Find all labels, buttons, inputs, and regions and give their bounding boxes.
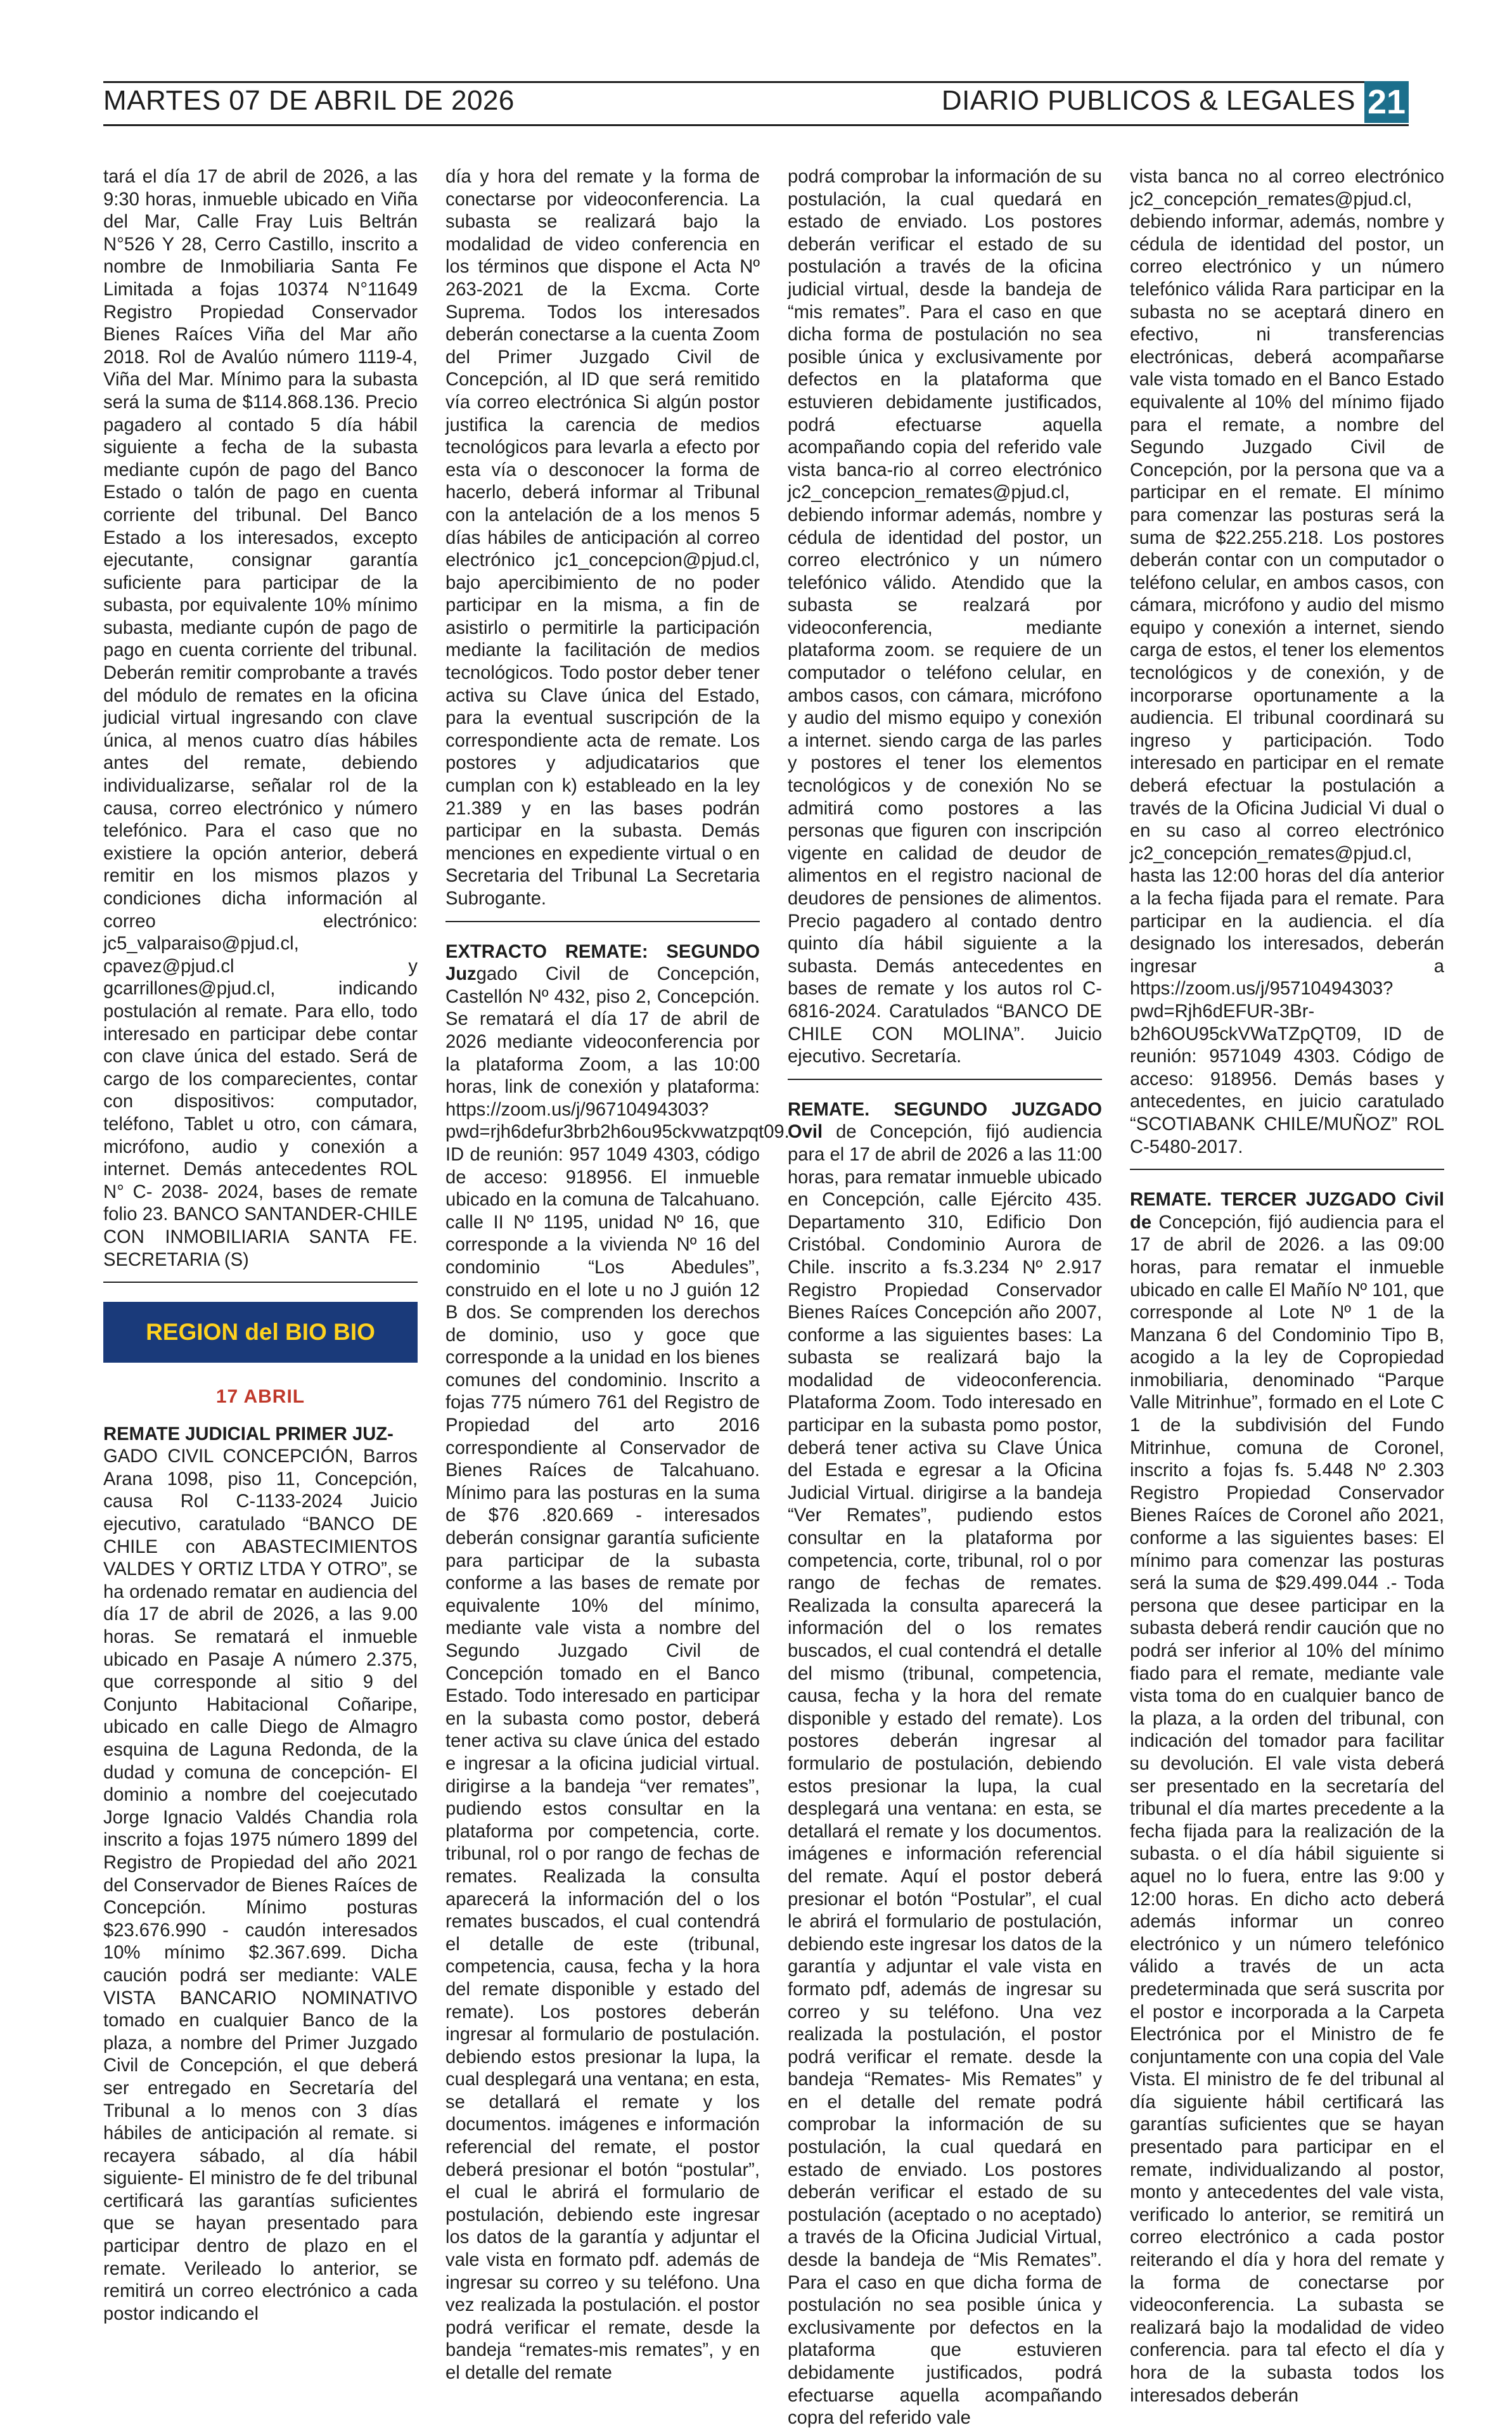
notice-body: de Concepción, fijó audiencia para el 17 de abril de 2026 a las 11:00 horas, para rematar inmueble ubicado en Concepción, calle Ejército 435. Departamento 310, Edificio Don Cristóbal. Condominio Aurora de Chile. inscrito a fs.3.234 Nº 2.917 Registro Propiedad Conservador Bienes Raíces Concepción año 2007, conforme a las siguientes bases: La subasta se realizará bajo la modalidad de videoconferencia. Plataforma Zoom. Todo interesado en participar en la subasta pomo postor, deberá tener activa su Clave Única del Estada e egresar a la Oficina Judicial Virtual. dirigirse a la bandeja “Ver Remates”, pudiendo estos consultar en la plataforma por competencia, corte, tribunal, rol o por rango de fechas de remates. Realizada la consulta aparecerá la información del o los remates buscados, el cual contendrá el detalle del mismo (tribunal, competencia, causa, fecha y la hora del remate disponible y estado del remate). Los postores deberán ingresar al formulario de postulación, debiendo estos presionar la lupa, la cual desplegará una ventana: en esta, se detallará el remate y los documentos. imágenes e información referencial del remate. Aquí el postor deberá presionar el botón “Postular”, el cual le abrirá el formulario de postulación, debiendo este ingresar los datos de la garantía y adjuntar el vale vista en formato pdf, además de ingresar su correo y su teléfono. Una vez realizada la postulación, el postor podrá verificar el remate. desde la bandeja “Remates- Mis Remates” y en el detalle del remate podrá comprobar la información de su postulación, la cual quedará en estado de enviado. Los postores deberán verificar el estado de su postulación (aceptado o no aceptado) a través de la Oficina Judicial Virtual, desde la bandeja de “Mis Remates”. Para el caso en que dicha forma de postulación no sea posible única y exclusivamente por defectos en la plataforma que estuvieren debidamente justificados, podrá efectuarse aquella acompañando copra del referido vale	[788, 1122, 1103, 2429]
notice-remate-tercer-juzgado	[1130, 1189, 1444, 2407]
notice-remate-primer-juzgado	[103, 1424, 418, 2326]
notice-heading: REMATE. SEGUNDO JUZGADO Ovil	[788, 1099, 1102, 1143]
column-1	[103, 166, 418, 2325]
notice-heading: EXTRACTO REMATE: SEGUNDO Juz	[445, 941, 760, 985]
region-banner: REGION del BIO BIO	[103, 1302, 418, 1363]
notice-body: gado Civil de Concepción, Castellón Nº 432, piso 2, Concepción. Se rematará el día 17 de abril de 2026 mediante videoconferencia por la plataforma Zoom, a las 10:00 horas, link de conexión y plataforma: https://zoom.us/j/96710494303?pwd=rjh6defur3brb2h6ou95ckvwatzpqt09. ID de reunión: 957 1049 4303, código de acceso: 918956. El inmueble ubicado en la comuna de Talcahuano. calle II Nº 1195, unidad Nº 16, que corresponde a la vivienda Nº 16 del condominio “Los Abedules”, construido en el lote u no J guión 12 B dos. Se comprenden los derechos de dominio, uso y goce que corresponde a la unidad en los bienes comunes del condominio. Inscrito a fojas 775 número 761 del Registro de Propiedad del arto 2016 correspondiente al Conservador de Bienes Raíces de Talcahuano. Mínimo para las posturas en la suma de $76 .820.669 - interesados deberán consignar garantía suficiente para participar de la subasta conforme a las bases de remate por equivalente 10% del mínimo, mediante vale vista a nombre del Segundo Juzgado Civil de Concepción tomado en el Banco Estado. Todo interesado en participar en la subasta como postor, deberá tener activa su clave única del estado e ingresar a la oficina judicial virtual. dirigirse a la bandeja “ver remates”, pudiendo estos consultar en la plataforma por competencia, corte. tribunal, rol o por rango de fechas de remates. Realizada la consulta aparecerá la información del o los remates buscados, el cual contendrá el detalle de este (tribunal, competencia, causa, fecha y la hora del remate disponible y estado del remate). Los postores deberán ingresar al formulario de postulación. debiendo estos presionar la lupa, la cual desplegará una ventana; en esta, se detallará el remate y los documentos. imágenes e información referencial del remate, el postor deberá presionar el botón “postular”, el cual le abrirá el formulario de postulación, debiendo este ingresar los datos de la garantía y adjuntar el vale vista en formato pdf. además de ingresar su correo y su teléfono. Una vez realizada la postulación. el postor podrá verificar el remate, desde la bandeja “remates-mis remates”, y en el detalle del remate	[445, 964, 790, 2383]
notice-remate-segundo-juzgado	[788, 1099, 1102, 2430]
notice-continuation: podrá comprobar la información de su postulación, la cual quedará en estado de enviado. Los postores deberán verificar el estado de su postulación a través de la oficina judicial virtual, desde la bandeja de “mis remates”. Para el caso en que dicha forma de postulación no sea posible única y exclusivamente por defectos en la plataforma que estuvieren debidamente justificados, podrá efectuarse aquella acompañando copia del referido vale vista banca-rio al correo electrónico jc2_concepcion_remates@pjud.cl, debiendo informar además, nombre y cédula de identidad del postor, un correo electrónico y un número telefónico válido. Atendido que la subasta se realzará por videoconferencia, mediante plataforma zoom. se requiere de un computador o teléfono celular, en ambos casos, con cámara, micrófono y audio del mismo equipo y conexión a internet. siendo carga de las parles y postores el tener los elementos tecnológicos y de conexión No se admitirá como postores a las personas que figuren con inscripción vigente en calidad de deudor de alimentos en el registro nacional de deudores de pensiones de alimentos. Precio pagadero al contado dentro quinto día hábil siguiente a la subasta. Demás antecedentes en bases de remate y los autos rol C-6816-2024. Caratulados “BANCO DE CHILE CON MOLINA”. Juicio ejecutivo. Secretaría.	[788, 167, 1102, 1067]
notice-separator	[788, 1079, 1102, 1080]
date-heading: 17 ABRIL	[215, 1386, 305, 1408]
issue-date: MARTES 07 DE ABRIL DE 2026	[103, 85, 515, 116]
column-3	[788, 166, 1102, 2430]
publication-title: DIARIO PUBLICOS & LEGALES	[941, 85, 1355, 116]
notice-continuation: tará el día 17 de abril de 2026, a las 9:30 horas, inmueble ubicado en Viña del Mar, Calle Fray Luis Beltrán N°526 Y 28, Cerro Castillo, inscrito a nombre de Inmobiliaria Santa Fe Limitada a fojas 10374 N°11649 Registro Propiedad Conservador Bienes Raíces Viña del Mar año 2018. Rol de Avalúo número 1119-4, Viña del Mar. Mínimo para la subasta será la suma de $114.868.136. Precio pagadero al contado 5 día hábil siguiente a fecha de la subasta mediante cupón de pago del Banco Estado o talón de pago en cuenta corriente del tribunal. Del Banco Estado a los interesados, excepto ejecutante, consignar garantía suficiente para participar de la subasta, por equivalente 10% mínimo subasta, mediante cupón de pago de pago en cuenta corriente del tribunal. Deberán remitir comprobante a través del módulo de remates en la oficina judicial virtual ingresando con clave única, al menos cuatro días hábiles antes del remate, debiendo individualizarse, señalar rol de la causa, correo electrónico y número telefónico. Para el caso que no existiere la opción anterior, deberá remitir en los mismos plazos y condiciones dicha información al correo electrónico: jc5_valparaiso@pjud.cl, cpavez@pjud.cl y gcarrillones@pjud.cl, indicando postulación al remate. Para ello, todo interesado en participar debe contar con clave única del estado. Será de cargo de los comparecientes, contar con dispositivos: computador, teléfono, Tablet u otro, con cámara, micrófono, audio y conexión a internet. Demás antecedentes ROL N° C- 2038- 2024, bases de remate folio 23. BANCO SANTANDER-CHILE CON INMOBILIARIA SANTA FE. SECRETARIA (S)	[103, 167, 418, 1270]
notice-heading: REMATE JUDICIAL PRIMER JUZ-	[103, 1424, 394, 1444]
column-2	[445, 166, 790, 2385]
notice-continuation: día y hora del remate y la forma de conectarse por videoconferencia. La subasta se realizará bajo la modalidad de video conferencia en los términos que dispone el Acta Nº 263-2021 de la Excma. Corte Suprema. Todos los interesados deberán conectarse a la cuenta Zoom del Primer Juzgado Civil de Concepción, al ID que será remitido vía correo electrónica Si algún postor justifica la carencia de medios tecnológicos para levarla a efecto por esta vía o desconocer la forma de hacerlo, deberá informar al Tribunal con la antelación de a los menos 5 días hábiles de anticipación al correo electrónico jc1_concepcion@pjud.cl, bajo apercibimiento de no poder participar en la misma, a fin de asistirlo o permitirle la participación mediante la facilitación de medios tecnológicos. Todo postor deber tener activa su Clave única del Estado, para la eventual suscripción de la correspondiente acta de remate. Los postores y adjudicatarios que cumplan con k) estableado en la ley 21.389 y en las bases podrán participar en la subasta. Demás menciones en expediente virtual o en Secretaria del Tribunal La Secretaria Subrogante.	[445, 167, 760, 909]
page-header	[103, 81, 1409, 123]
notice-body: GADO CIVIL CONCEPCIÓN, Barros Arana 1098, piso 11, Concepción, causa Rol C-1133-2024 Juicio ejecutivo, caratulado “BANCO DE CHILE con ABASTECIMIENTOS VALDES Y ORTIZ LTDA Y OTRO”, se ha ordenado rematar en audiencia del día 17 de abril de 2026, a las 9.00 horas. Se rematará el inmueble ubicado en Pasaje A número 2.375, que corresponde al sitio 9 del Conjunto Habitacional Coñaripe, ubicado en calle Diego de Almagro esquina de Laguna Redonda, de la dudad y comuna de concepción- El dominio a nombre del coejecutado Jorge Ignacio Valdés Chandia rola inscrito a fojas 1975 número 1899 del Registro de Propiedad del año 2021 del Conservador de Bienes Raíces de Concepción. Mínimo posturas $23.676.990 - caudón interesados 10% mínimo $2.367.699. Dicha caución podrá ser mediante: VALE VISTA BANCARIO NOMINATIVO tomado en cualquier Banco de la plaza, a nombre del Primer Juzgado Civil de Concepción, el que deberá ser entregado en Secretaría del Tribunal a lo menos con 3 días hábiles de anticipación al remate. si recayera sábado, al día hábil siguiente- El ministro de fe del tribunal certificará las garantías suficientes que se hayan presentado para participar dentro de plazo en el remate. Verileado lo anterior, se remitirá un correo electrónico a cada postor indicando el	[103, 1446, 418, 2324]
header-bottom-rule	[103, 124, 1409, 126]
notice-separator	[445, 921, 760, 922]
notice-continuation: vista banca no al correo electrónico jc2_concepción_remates@pjud.cl, debiendo informar, además, nombre y cédula de identidad del postor, un correo electrónico y un número telefónico válida Rara participar en la subasta no se aceptará dinero en efectivo, ni transferencias electrónicas, deberá acompañarse vale vista tomado en el Banco Estado equivalente al 10% del mínimo fijado para el remate, a nombre del Segundo Juzgado Civil de Concepción, por la persona que va a participar en el remate. El mínimo para comenzar las posturas será la suma de $22.255.218. Los postores deberán contar con un computador o teléfono celular, en ambos casos, con cámara, micrófono y audio del mismo equipo y conexión a internet, siendo carga de estos, el tener los elementos tecnológicos y de conexión, y de incorporarse oportunamente a la audiencia. El tribunal coordinará su ingreso y participación. Todo interesado en participar en el remate deberá efectuar la postulación a través de la Oficina Judicial Vi dual o en su caso al correo electrónico jc2_concepción_remates@pjud.cl, hasta las 12:00 horas del día anterior a la fecha fijada para el remate. Para participar en la audiencia. el día designado los interesados, deberán ingresar a https://zoom.us/j/95710494303?pwd=Rjh6dEFUR-3Br-b2h6OU95ckVWaTZpQT09, ID de reunión: 9571049 4303. Código de acceso: 918956. Demás bases y antecedentes, en juicio caratulado “SCOTIABANK CHILE/MUÑOZ” ROL C-5480-2017.	[1130, 167, 1444, 1157]
column-4	[1130, 166, 1444, 2407]
page-number-badge: 21	[1364, 81, 1409, 123]
notice-separator	[1130, 1169, 1444, 1170]
notice-body: Concepción, fijó audiencia para el 17 de abril de 2026. a las 09:00 horas, para rematar el inmueble ubicado en calle El Mañío Nº 101, que corresponde al Lote Nº 1 de la Manzana 6 del Condominio Tipo B, acogido a la ley de Copropiedad inmobiliaria, denominado “Parque Valle Mitrinhue”, formado en el Lote C 1 de la subdivisión del Fundo Mitrinhue, comuna de Coronel, inscrito a fojas fs. 5.448 Nº 2.303 Registro Propiedad Conservador Bienes Raíces de Coronel año 2021, conforme a las siguientes bases: El mínimo para comenzar las posturas será la suma de $29.499.044 .- Toda persona que desee participar en la subasta deberá rendir caución que no podrá ser inferior al 10% del mínimo fiado para el remate, mediante vale vista toma do en cualquier banco de la plaza, a la orden del tribunal, con indicación del tomador para facilitar su devolución. El vale vista deberá ser presentado en la secretaría del tribunal el día martes precedente a la fecha fijada para la realización de la subasta. o el día hábil siguiente si aquel no lo fuera, entre las 9:00 y 12:00 horas. En dicho acto deberá además informar un conreo electrónico y un número telefónico válido a través de un acta predeterminada que será suscrita por el postor e incorporada a la Carpeta Electrónica por el Ministro de fe conjuntamente con una copia del Vale Vista. El ministro de fe del tribunal al día siguiente hábil certificará las garantías suficientes que se hayan presentado para participar en el remate, individualizando al postor, monto y antecedentes del vale vista, verificado lo anterior, se remitirá un correo electrónico a cada postor reiterando el día y hora del remate y la forma de conectarse por videoconferencia. La subasta se realizará bajo la modalidad de video conferencia. para tal efecto el día y hora de la subasta todos los interesados deberán	[1130, 1212, 1445, 2406]
notice-separator	[103, 1282, 418, 1283]
notice-heading: REMATE. TERCER JUZGADO Civil de	[1130, 1190, 1444, 1233]
notice-extracto-segundo-juzgado	[445, 941, 790, 2385]
